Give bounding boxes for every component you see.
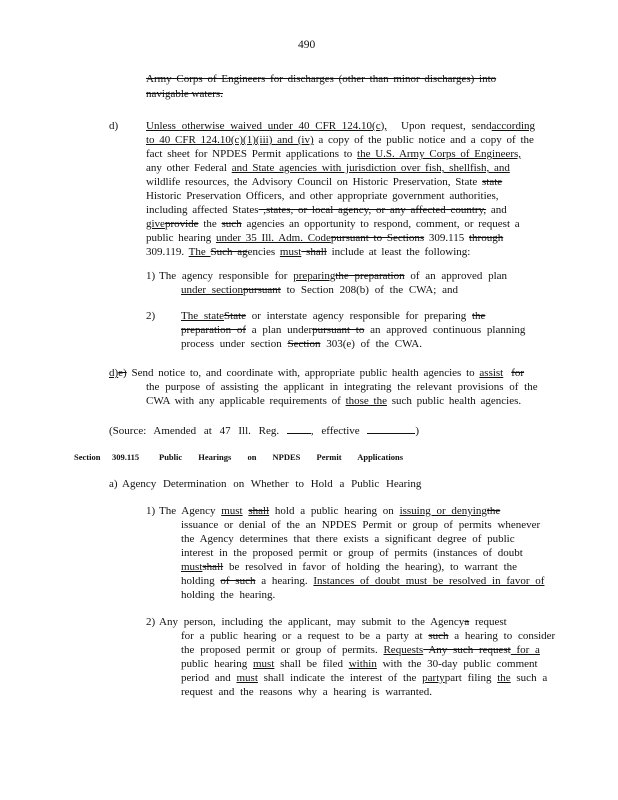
top-line-1: Army Corps of Engineers for discharges (other than minor discharges) into	[146, 73, 497, 85]
source-note	[109, 423, 419, 438]
a2-line-5	[181, 672, 547, 685]
text: )	[415, 425, 420, 437]
text: for	[511, 367, 525, 379]
a1-line-1	[159, 505, 500, 518]
text: and State agencies with jurisdiction over fish, shellfish, and	[231, 162, 510, 174]
item-d-line-8	[146, 218, 520, 231]
sub-1-line-2	[181, 284, 458, 297]
text: include at least the following:	[326, 246, 471, 258]
text: The agency responsible for	[159, 270, 294, 282]
text: such a	[510, 672, 548, 684]
text: such	[428, 630, 449, 642]
text: or interstate agency responsible for preparing	[246, 310, 472, 322]
a1-line-5	[181, 561, 517, 574]
text: shall	[301, 246, 327, 258]
text: within	[348, 658, 377, 670]
item-d-line-3	[146, 148, 521, 161]
text: a plan under	[246, 324, 313, 336]
text: period and	[181, 672, 237, 684]
text: must	[252, 658, 275, 670]
a2-line-2	[181, 630, 555, 643]
a1-line-7: holding the hearing.	[181, 589, 276, 601]
text: under section	[181, 284, 243, 296]
text: any other Federal	[146, 162, 232, 174]
section-label: Section	[74, 452, 101, 462]
blank-line	[367, 423, 415, 434]
text: preparation of	[181, 324, 246, 336]
text: issuing or denying	[399, 505, 487, 517]
text: must	[236, 672, 258, 684]
text: a	[464, 616, 470, 628]
item-d-line-5	[146, 176, 502, 189]
item-a-label: a)	[109, 478, 118, 490]
text: The Agency	[159, 505, 222, 517]
text: ,states, or local agency, or any affected country,	[258, 204, 487, 216]
text: for a public hearing or a request to be a party at	[181, 630, 429, 642]
text: the	[497, 672, 511, 684]
text: fact sheet for NPDES Permit applications to	[146, 148, 358, 160]
a1-line-2: issuance or denial of the an NPDES Permit or group of permits whenever	[181, 519, 541, 531]
text: the U.S. Army Corps of Engineers,	[357, 148, 522, 160]
a1-label: 1)	[146, 505, 156, 517]
text: state	[482, 176, 503, 188]
text: wildlife resources, the Advisory Council on Historic Preservation, State	[146, 176, 483, 188]
text: according	[491, 120, 536, 132]
text: under 35 Ill. Adm. Code	[215, 232, 331, 244]
text: process under section	[181, 338, 288, 350]
a2-line-4	[181, 658, 538, 671]
text: (Source: Amended at 47 Ill. Reg.	[109, 425, 287, 437]
text: such public health agencies.	[386, 395, 522, 407]
item-d2-line-1	[109, 367, 524, 380]
text: the	[486, 505, 501, 517]
text: with the 30-day public comment	[376, 658, 538, 670]
text: Send notice to, and coordinate with, appropriate public health agencies to	[126, 367, 480, 379]
text: e)	[118, 367, 127, 379]
item-d-line-1	[146, 120, 535, 133]
text: such	[221, 218, 242, 230]
item-d-line-9	[146, 232, 503, 245]
item-d-line-2	[146, 134, 534, 147]
top-line-2: navigable waters.	[146, 88, 223, 100]
text: encies	[247, 246, 280, 258]
sub-2-line-3	[181, 338, 422, 351]
text: Such ag	[210, 246, 248, 258]
text: Requests	[383, 644, 424, 656]
text: the proposed permit or group of permits.	[181, 644, 384, 656]
text: to Section 208(b) of the CWA; and	[280, 284, 458, 296]
text: including affected States	[146, 204, 259, 216]
sub-2-line-1	[181, 310, 485, 323]
text: pursuant to Sections	[330, 232, 425, 244]
item-d-line-7	[146, 204, 507, 217]
text: The	[188, 246, 211, 258]
text: must	[181, 561, 203, 573]
text: Instances of doubt must be resolved in favor of	[313, 575, 545, 587]
text: 303(e) of the CWA.	[320, 338, 422, 350]
text: a hearing.	[255, 575, 314, 587]
sub-1-label: 1)	[146, 270, 156, 282]
text: the preparation	[335, 270, 405, 282]
text: Any person, including the applicant, may submit to the Agency	[159, 616, 465, 628]
a1-line-3: the Agency determines that there exists a significant degree of public	[181, 533, 515, 545]
text: request	[469, 616, 507, 628]
text: be resolved in favor of holding the hearing), to warrant the	[223, 561, 518, 573]
text: must	[221, 505, 243, 517]
text: give	[146, 218, 165, 230]
blank-line	[287, 423, 311, 434]
text: shall	[202, 561, 224, 573]
text: through	[468, 232, 504, 244]
text: agencies an opportunity to respond, comment, or request a	[241, 218, 520, 230]
text: preparing	[293, 270, 336, 282]
text: those the	[345, 395, 387, 407]
text: a hearing to consider	[448, 630, 556, 642]
text: and	[486, 204, 507, 216]
item-d-line-4	[146, 162, 510, 175]
text: to 40 CFR 124.10(c)(1)(iii) and (iv)	[146, 134, 314, 146]
a2-line-1	[159, 616, 507, 629]
text: provide	[164, 218, 199, 230]
text: pursuant to	[312, 324, 365, 336]
text: shall be filed	[274, 658, 349, 670]
text: of an approved plan	[404, 270, 508, 282]
sub-2-line-2	[181, 324, 525, 337]
text: , effective	[310, 425, 368, 437]
item-a-text: Agency Determination on Whether to Hold a Public Hearing	[122, 478, 422, 490]
text: hold a public hearing on	[269, 505, 400, 517]
item-d-line-6: Historic Preservation Officers, and other appropriate government authorities,	[146, 190, 499, 202]
text: public hearing	[181, 658, 253, 670]
item-d2-line-3	[146, 395, 521, 408]
section-title: Public Hearings on NPDES Permit Applications	[159, 452, 404, 462]
a2-line-3	[181, 644, 540, 657]
text: assist	[479, 367, 504, 379]
text: a copy of the public notice and a copy of the	[313, 134, 534, 146]
text: shall	[248, 505, 270, 517]
page-number: 490	[298, 39, 316, 51]
text: Upon request, send	[401, 120, 492, 132]
text: public hearing	[146, 232, 216, 244]
a2-label: 2)	[146, 616, 156, 628]
text: must	[279, 246, 302, 258]
text: part filing	[444, 672, 498, 684]
text: pursuant	[242, 284, 281, 296]
text: Section	[287, 338, 321, 350]
text: 309.119.	[146, 246, 189, 258]
text: 309.115	[424, 232, 469, 244]
item-d-line-10	[146, 246, 470, 259]
text: holding	[181, 575, 221, 587]
text: for a	[510, 644, 540, 656]
a1-line-4: interest in the proposed permit or group of permits (instances of doubt	[181, 547, 523, 559]
sub-2-label: 2)	[146, 310, 156, 322]
text: the	[471, 310, 486, 322]
text: an approved continuous planning	[364, 324, 526, 336]
text: of such	[220, 575, 256, 587]
item-d2-line-2: the purpose of assisting the applicant in integrating the relevant provisions of the	[146, 381, 538, 393]
text: Any such request	[423, 644, 511, 656]
text: the	[198, 218, 222, 230]
text: shall indicate the interest of the	[257, 672, 423, 684]
a2-line-6: request and the reasons why a hearing is warranted.	[181, 686, 432, 698]
text: party	[422, 672, 445, 684]
sub-1-line-1	[159, 270, 507, 283]
text: Unless otherwise waived under 40 CFR 124.10(c),	[146, 120, 388, 132]
text: The state	[181, 310, 225, 322]
text: CWA with any applicable requirements of	[146, 395, 346, 407]
a1-line-6	[181, 575, 544, 588]
section-number: 309.115	[112, 452, 140, 462]
text: d)	[109, 367, 119, 379]
item-d-label: d)	[109, 120, 119, 132]
text: State	[224, 310, 247, 322]
